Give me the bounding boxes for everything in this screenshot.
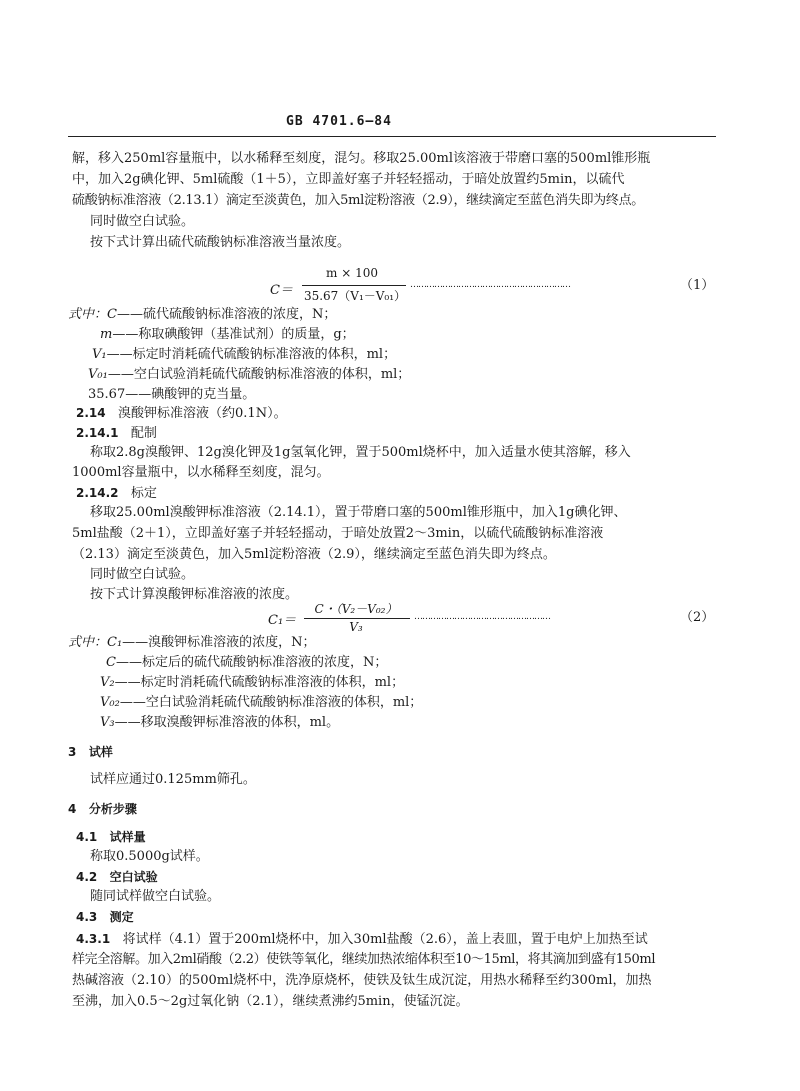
formula1-denominator: 35.67（V₁－V₀₁） xyxy=(303,289,407,303)
where2-desc: ——标定时消耗硫代硫酸钠标准溶液的体积，ml； xyxy=(114,675,405,690)
blank-test-1: 同时做空白试验。 xyxy=(90,214,195,229)
formula2-numerator: C・（V₂－V₀₂） xyxy=(314,602,398,616)
formula2-denominator: V₃ xyxy=(349,620,363,634)
header-rule xyxy=(68,136,716,137)
section-title: 标定 xyxy=(130,486,157,501)
section-4-3 xyxy=(76,908,134,927)
section-number: 3 xyxy=(68,745,77,759)
section-number: 2.14.2 xyxy=(76,486,119,500)
where2-desc: ——移取溴酸钾标准溶液的体积，ml。 xyxy=(114,715,340,730)
where1-symbol: m xyxy=(100,327,113,342)
formula1-fraction-bar xyxy=(302,285,406,286)
where1-symbol: V₀₁ xyxy=(88,367,108,382)
where2-desc: ——标定后的硫代硫酸钠标准溶液的浓度，N； xyxy=(115,655,388,670)
prep-line2: 1000ml容量瓶中，以水稀释至刻度，混匀。 xyxy=(72,465,330,480)
where2-symbol: V₀₂ xyxy=(100,695,120,710)
blank-test-2: 同时做空白试验。 xyxy=(90,567,195,582)
where1-symbol: 35.67 xyxy=(88,387,126,402)
formula2-number: （2） xyxy=(680,610,715,625)
section-title: 溴酸钾标准溶液（约0.1N）。 xyxy=(118,406,287,421)
para1-line1: 解，移入250ml容量瓶中，以水稀释至刻度，混匀。移取25.00ml该溶液于带磨口塞的500ml锥形瓶 xyxy=(72,151,651,166)
formula1-numerator: m × 100 xyxy=(326,266,378,280)
section-number: 4.1 xyxy=(76,830,98,844)
section-number: 4 xyxy=(68,802,77,816)
where2-symbol: C xyxy=(106,655,116,670)
section-4-1-text: 称取0.5000g试样。 xyxy=(90,849,209,864)
para1-line2: 中，加入2g碘化钾、5ml硫酸（1＋5），立即盖好塞子并轻轻摇动，于暗处放置约5min，以硫代 xyxy=(72,172,625,187)
where2-desc: ——空白试验消耗硫代硫酸钠标准溶液的体积，ml； xyxy=(119,695,423,710)
section-4-3-1-line2: 样完全溶解。加入2ml硝酸（2.2）使铁等氧化，继续加热浓缩体积至10～15ml，将其滴加到盛有150ml xyxy=(72,952,656,967)
section-4-1 xyxy=(76,828,146,847)
std-line2: 5ml盐酸（2＋1），立即盖好塞子并轻轻摇动，于暗处放置2～3min，以硫代硫酸钠标准溶液 xyxy=(72,526,604,541)
where2-row-c1 xyxy=(68,634,316,652)
calc1-intro: 按下式计算出硫代硫酸钠标准溶液当量浓度。 xyxy=(90,235,351,250)
section-title: 试样 xyxy=(88,745,113,759)
formula2-lhs: C₁＝ xyxy=(268,613,297,628)
std-line1: 移取25.00ml溴酸钾标准溶液（2.14.1），置于带磨口塞的500ml锥形瓶中，加入1g碘化钾、 xyxy=(90,505,627,520)
section-title: 配制 xyxy=(130,426,157,441)
formula2-fraction-bar xyxy=(304,618,410,619)
section-title: 测定 xyxy=(109,910,134,924)
section-4-3-1-line1 xyxy=(76,930,648,949)
where2-row-v3 xyxy=(100,714,339,732)
section-title: 试样量 xyxy=(109,830,146,844)
where2-row-c xyxy=(106,654,387,672)
section-number: 4.3 xyxy=(76,910,98,924)
section-4-2 xyxy=(76,868,158,887)
std-line3: （2.13）滴定至淡黄色，加入5ml淀粉溶液（2.9），继续滴定至蓝色消失即为终点。 xyxy=(72,547,556,562)
where1-desc: ——硫代硫酸钠标准溶液的浓度，N； xyxy=(116,307,337,322)
section-3 xyxy=(68,743,113,761)
where1-desc: ——碘酸钾的克当量。 xyxy=(125,387,256,402)
where2-desc: ——溴酸钾标准溶液的浓度，N； xyxy=(122,635,316,650)
where2-symbol: V₃ xyxy=(100,715,115,730)
where1-symbol: 式中：C xyxy=(68,307,117,322)
calc2-intro: 按下式计算溴酸钾标准溶液的浓度。 xyxy=(90,587,299,602)
section-number: 4.3.1 xyxy=(76,932,111,946)
section-2-14-2 xyxy=(76,484,157,503)
section-4-3-1-line3: 热碱溶液（2.10）的500ml烧杯中，洗净原烧杯，使铁及钛生成沉淀，用热水稀释至约300ml，加热 xyxy=(72,973,652,988)
standard-code-header: GB 4701.6—84 xyxy=(286,114,392,129)
section-2-14 xyxy=(76,404,287,423)
section-number: 2.14.1 xyxy=(76,426,119,440)
where1-row-3567 xyxy=(88,386,255,404)
where1-row-c xyxy=(68,306,336,324)
section-2-14-1 xyxy=(76,424,157,443)
section-4-3-1-line4: 至沸，加入0.5～2g过氧化钠（2.1），继续煮沸约5min，使锰沉淀。 xyxy=(72,994,469,1009)
where1-desc: ——空白试验消耗硫代硫酸钠标准溶液的体积，ml； xyxy=(107,367,411,382)
para1-line3: 硫酸钠标准溶液（2.13.1）滴定至淡黄色，加入5ml淀粉溶液（2.9），继续滴定至蓝色消失即为终点。 xyxy=(72,193,644,208)
section-4-2-text: 随同试样做空白试验。 xyxy=(90,889,221,904)
where1-row-v01 xyxy=(88,366,410,384)
section-title: 空白试验 xyxy=(109,870,158,884)
section-title: 分析步骤 xyxy=(88,802,137,816)
formula2-leader-dots: …………………………………………… xyxy=(414,612,550,622)
where1-row-v1 xyxy=(92,346,396,364)
formula1-lhs: C＝ xyxy=(270,283,293,298)
section-number: 2.14 xyxy=(76,406,106,420)
where1-desc: ——标定时消耗硫代硫酸钠标准溶液的体积，ml； xyxy=(106,347,397,362)
where1-symbol: V₁ xyxy=(92,347,107,362)
s431-text: 将试样（4.1）置于200ml烧杯中，加入30ml盐酸（2.6），盖上表皿，置于电炉上加热至试 xyxy=(122,932,648,947)
section-3-text: 试样应通过0.125mm筛孔。 xyxy=(90,772,256,787)
where1-row-m xyxy=(100,326,355,344)
formula1-leader-dots: …………………………………………………… xyxy=(410,280,570,290)
where2-symbol: V₂ xyxy=(100,675,115,690)
where2-row-v2 xyxy=(100,674,404,692)
section-4 xyxy=(68,800,137,818)
where1-desc: ——称取碘酸钾（基准试剂）的质量，g； xyxy=(112,327,355,342)
where2-symbol: 式中：C₁ xyxy=(68,635,123,650)
where2-row-v02 xyxy=(100,694,422,712)
section-number: 4.2 xyxy=(76,870,98,884)
formula1-number: （1） xyxy=(680,278,715,293)
prep-line1: 称取2.8g溴酸钾、12g溴化钾及1g氢氧化钾，置于500ml烧杯中，加入适量水使其溶解，移入 xyxy=(90,445,631,460)
